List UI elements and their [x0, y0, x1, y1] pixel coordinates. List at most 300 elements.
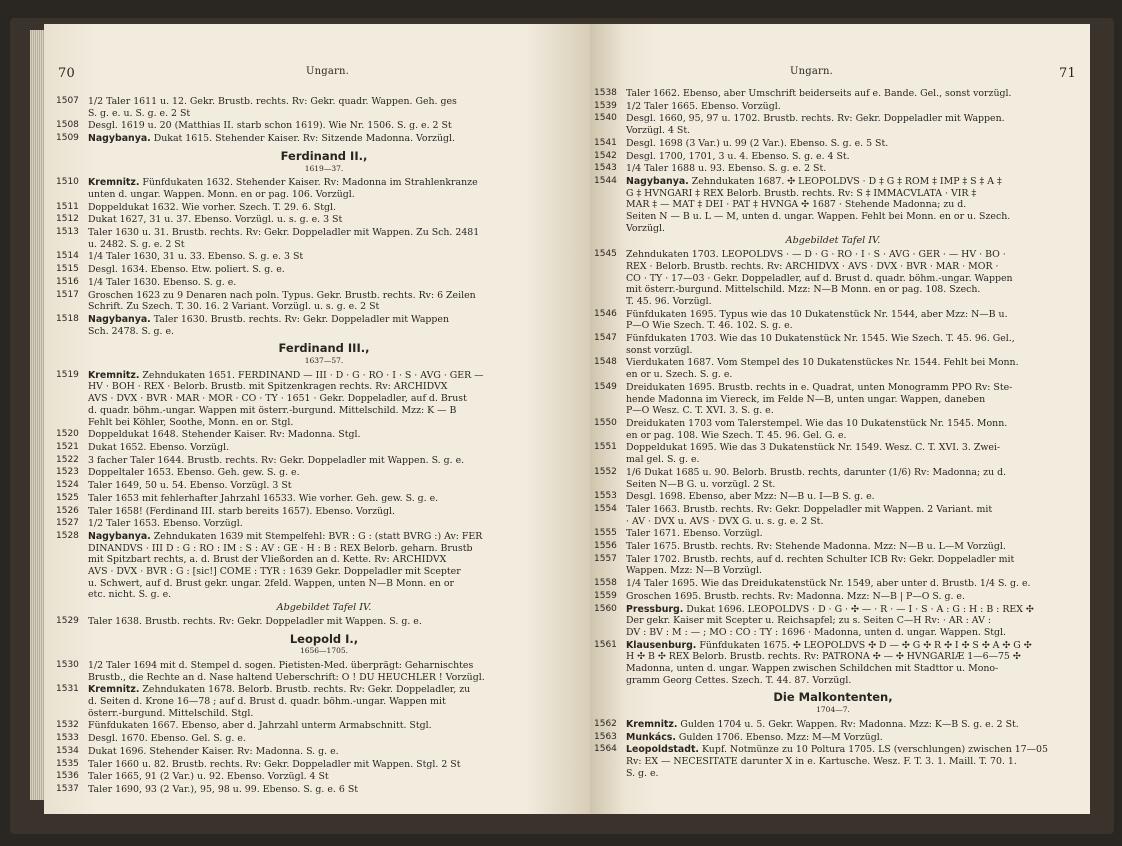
entry-number: 1531 — [56, 684, 79, 695]
entry-line — [88, 616, 590, 628]
left-catalogue-entries — [56, 96, 590, 797]
entry-line — [626, 88, 1072, 100]
entry-number: 1526 — [56, 505, 79, 516]
entry-text: sonst vorzügl. — [626, 344, 693, 356]
entry-number: 1517 — [56, 289, 79, 300]
entry-text: mit Spitzbart rechts, a. d. Brust der Vließorden an d. Kette. Rv: ARCHIDVX — [88, 554, 447, 566]
entry-line — [626, 442, 1072, 454]
entry-text: Vorzügl. 4 St. — [626, 125, 691, 137]
catalogue-entry — [594, 554, 1072, 577]
entry-number: 1535 — [56, 758, 79, 769]
entry-text: Zehndukaten 1703. LEOPOLDVS · — D · G · RO · I · S · AVG · GER · — HV · BO · — [626, 249, 1006, 261]
entry-number: 1510 — [56, 177, 79, 188]
entry-text: 3 facher Taler 1644. Brustb. rechts. Rv: Gekr. Doppeladler mit Wappen. S. g. e. — [88, 454, 465, 466]
entry-text: Doppeldukat 1648. Stehender Kaiser. Rv: Madonna. Stgl. — [88, 429, 361, 441]
entry-text: 1/4 Taler 1630. Ebenso. S. g. e. — [88, 276, 237, 288]
entry-line — [88, 566, 590, 578]
entry-line — [626, 369, 1072, 381]
catalogue-entry — [594, 333, 1072, 356]
entry-text: Taler 1663. Brustb. rechts. Rv: Gekr. Doppeladler mit Wappen. 2 Variant. mit — [626, 503, 993, 515]
entry-number: 1507 — [56, 96, 79, 106]
entry-text: · AV · DVX u. AVS · DVX G. u. s. g. e. 2 St. — [626, 515, 824, 527]
right-page — [590, 24, 1090, 814]
entry-text: P—O Wie Szech. T. 46. 102. S. g. e. — [626, 320, 793, 332]
entry-line — [626, 744, 1072, 756]
entry-line — [88, 733, 590, 745]
entry-line — [88, 759, 590, 771]
entry-text: REX · Belorb. Brustb. rechts. Rv: ARCHIDVX · AVS · DVX · BVR · MAR · MOR · — [626, 260, 999, 272]
catalogue-entry — [594, 640, 1072, 687]
entry-line — [626, 528, 1072, 540]
left-page — [44, 24, 590, 814]
entry-text: 1/4 Taler 1688 u. 93. Ebenso. S. g. e. 2 St. — [626, 163, 827, 175]
entry-number: 1558 — [594, 578, 617, 589]
entry-text: u. Schwert, auf d. Brust gekr. ungar. 2feld. Wappen, unten N—B Monn. en or — [88, 577, 454, 589]
reign-years: 1619—37. — [304, 163, 344, 173]
entry-text: Seiten N — B u. L — M, unten d. ungar. Wappen. Fehlt bei Monn. en or u. Szech. — [626, 211, 1011, 223]
catalogue-entry — [594, 151, 1072, 163]
entry-line — [88, 264, 590, 276]
entry-line — [626, 591, 1072, 603]
entry-number: 1561 — [594, 639, 617, 650]
entry-text: Fünfdukaten 1632. Stehender Kaiser. Rv: Madonna im Strahlenkranze — [142, 177, 478, 189]
catalogue-entry — [56, 429, 590, 441]
mint-place: Kremnitz. — [626, 718, 678, 730]
entry-number: 1518 — [56, 313, 79, 324]
entry-text: Zehndukaten 1639 mit Stempelfehl: BVR : G : (statt BVRG :) Av: FER — [153, 530, 483, 542]
entry-line — [626, 333, 1072, 345]
entry-line — [88, 493, 590, 505]
entry-text: Taler 1671. Ebenso. Vorzügl. — [626, 528, 763, 540]
entry-line — [626, 261, 1072, 273]
entry-text: Fehlt bei Köhler, Soothe, Monn. en or. Stgl. — [88, 416, 294, 428]
mint-place: Klausenburg. — [626, 639, 697, 651]
entry-number: 1540 — [594, 113, 617, 124]
entry-text: 1/6 Dukat 1685 u. 90. Belorb. Brustb. rechts, darunter (1/6) Rv: Madonna; zu d. — [626, 466, 1007, 478]
entry-text: Dukat 1627, 31 u. 37. Ebenso. Vorzügl. u. s. g. e. 3 St — [88, 214, 343, 226]
entry-number: 1538 — [594, 88, 617, 98]
catalogue-entry — [594, 163, 1072, 175]
catalogue-entry — [56, 506, 590, 518]
entry-number: 1509 — [56, 133, 79, 144]
entry-number: 1530 — [56, 659, 79, 670]
entry-line — [88, 554, 590, 566]
entry-line — [626, 211, 1072, 223]
catalogue-entry — [56, 277, 590, 289]
entry-line — [626, 113, 1072, 125]
entry-text: Groschen 1623 zu 9 Denaren nach poln. Typus. Gekr. Brustb. rechts. Rv: 6 Zeilen — [88, 289, 476, 301]
catalogue-entry — [56, 759, 590, 771]
entry-number: 1514 — [56, 251, 79, 262]
entry-number: 1551 — [594, 442, 617, 453]
entry-number: 1549 — [594, 381, 617, 392]
right-page-number: 71 — [1059, 66, 1076, 81]
entry-number: 1548 — [594, 357, 617, 368]
entry-line — [626, 345, 1072, 357]
catalogue-entry — [56, 784, 590, 796]
entry-number: 1555 — [594, 528, 617, 539]
entry-line — [88, 108, 590, 120]
entry-text: Rv: EX — NECESITATE darunter X in e. Kartusche. Wesz. F. T. 3. 1. Maill. T. 70. 1. — [626, 755, 1017, 767]
entry-line — [88, 467, 590, 479]
entry-line — [626, 663, 1072, 675]
entry-text: mit österr.-burgund. Mittelschild. Mzz: N—B Monn. en or pag. 108. Szech. — [626, 284, 981, 296]
catalogue-entry — [594, 382, 1072, 417]
entry-line — [626, 565, 1072, 577]
catalogue-entry — [594, 732, 1072, 744]
entry-line — [626, 578, 1072, 590]
entry-line — [88, 405, 590, 417]
catalogue-entry — [56, 251, 590, 263]
entry-line — [626, 284, 1072, 296]
entry-text: Fünfdukaten 1703. Wie das 10 Dukatenstück Nr. 1545. Wie Szech. T. 45. 96. Gel., — [626, 333, 1015, 345]
mint-place: Leopoldstadt. — [626, 744, 699, 756]
entry-number: 1564 — [594, 744, 617, 755]
entry-text: T. 45. 96. Vorzügl. — [626, 295, 712, 307]
entry-number: 1552 — [594, 466, 617, 477]
mint-place: Kremnitz. — [88, 369, 140, 381]
entry-line — [88, 417, 590, 429]
catalogue-entry — [56, 493, 590, 505]
catalogue-entry — [594, 418, 1072, 441]
catalogue-entry — [56, 455, 590, 467]
entry-line — [626, 199, 1072, 211]
entry-text: Sch. 2478. S. g. e. — [88, 325, 175, 337]
left-page-number: 70 — [58, 66, 75, 81]
entry-number: 1515 — [56, 264, 79, 275]
catalogue-entry — [56, 214, 590, 226]
reign-years: 1637—57. — [304, 356, 344, 366]
catalogue-entry — [56, 480, 590, 492]
entry-line — [626, 394, 1072, 406]
catalogue-entry — [594, 504, 1072, 527]
entry-line — [626, 640, 1072, 652]
entry-line — [626, 101, 1072, 113]
entry-number: 1554 — [594, 503, 617, 514]
entry-number: 1553 — [594, 491, 617, 502]
mint-place: Nagybanya. — [88, 133, 151, 145]
entry-text: Zehndukaten 1678. Belorb. Brustb. rechts. Rv: Gekr. Doppeladler, zu — [142, 684, 471, 696]
entry-line — [626, 249, 1072, 261]
catalogue-entry — [594, 604, 1072, 639]
entry-text: Desgl. 1660, 95, 97 u. 1702. Brustb. rechts. Rv: Gekr. Doppeladler mit Wappen. — [626, 113, 1005, 125]
catalogue-entry — [56, 518, 590, 530]
entry-line — [626, 554, 1072, 566]
catalogue-entry — [594, 528, 1072, 540]
entry-text: Desgl. 1700, 1701, 3 u. 4. Ebenso. S. g. e. 4 St. — [626, 150, 850, 162]
entry-line — [88, 326, 590, 338]
entry-line — [626, 223, 1072, 235]
entry-line — [88, 370, 590, 382]
entry-number: 1527 — [56, 518, 79, 529]
entry-line — [88, 429, 590, 441]
catalogue-entry — [56, 264, 590, 276]
entry-text: etc. nicht. S. g. e. — [88, 589, 172, 601]
entry-text: Dukat 1696. LEOPOLDVS · D · G · ✣ — · R · — I · S · A : G : H : B : REX ✣ — [686, 603, 1034, 615]
entry-text: Zehndukaten 1651. FERDINAND — III · D · G · RO · I · S · AVG · GER — — [142, 369, 484, 381]
catalogue-entry — [56, 133, 590, 145]
entry-number: 1525 — [56, 492, 79, 503]
entry-text: en or u. Szech. S. g. e. — [626, 369, 733, 381]
entry-line — [626, 768, 1072, 780]
catalogue-entry — [56, 314, 590, 337]
entry-line — [88, 442, 590, 454]
entry-line — [626, 651, 1072, 663]
entry-text: d. quadr. böhm.-ungar. Wappen mit österr.-burgund. Mittelschild. Mzz: K — B — [88, 404, 457, 416]
entry-line — [88, 393, 590, 405]
entry-number: 1533 — [56, 733, 79, 744]
entry-line — [88, 708, 590, 720]
catalogue-entry — [56, 177, 590, 200]
entry-text: Doppeldukat 1695. Wie das 3 Dukatenstück Nr. 1549. Wesz. C. T. XVI. 3. Zwei- — [626, 442, 1001, 454]
entry-number: 1511 — [56, 201, 79, 212]
entry-line — [626, 454, 1072, 466]
entry-line — [626, 138, 1072, 150]
entry-text: d. Seiten d. Krone 16—78 ; auf d. Brust d. quadr. böhm.-ungar. Wappen mit — [88, 696, 446, 708]
entry-line — [626, 163, 1072, 175]
entry-number: 1563 — [594, 731, 617, 742]
entry-text: Brustb., die Rechte an d. Nase haltend Ueberschrift: O ! DU HEUCHLER ! Vorzügl. — [88, 671, 485, 683]
entry-number: 1512 — [56, 214, 79, 225]
entry-line — [626, 719, 1072, 731]
entry-number: 1537 — [56, 783, 79, 794]
entry-line — [88, 120, 590, 132]
entry-line — [626, 151, 1072, 163]
ruler-heading: Ferdinand II., — [280, 148, 368, 163]
entry-number: 1534 — [56, 745, 79, 756]
entry-line — [88, 177, 590, 189]
catalogue-entry — [594, 88, 1072, 100]
entry-line — [626, 430, 1072, 442]
entry-number: 1560 — [594, 603, 617, 614]
entry-number: 1529 — [56, 615, 79, 626]
entry-line — [88, 133, 590, 145]
entry-line — [626, 541, 1072, 553]
entry-line — [88, 771, 590, 783]
entry-text: Gulden 1706. Ebenso. Mzz: M—M Vorzügl. — [678, 731, 883, 743]
entry-text: Dukat 1696. Stehender Kaiser. Rv: Madonna. S. g. e. — [88, 745, 339, 757]
entry-line — [626, 604, 1072, 616]
entry-text: Dreidukaten 1703 vom Talerstempel. Wie das 10 Dukatenstück Nr. 1545. Monn. — [626, 417, 1008, 429]
ruler-heading: Die Malkontenten, — [773, 690, 893, 705]
catalogue-entry — [594, 744, 1072, 779]
entry-line — [88, 202, 590, 214]
entry-number: 1513 — [56, 227, 79, 238]
entry-text: Zehndukaten 1687. ✣ LEOPOLDVS · D ‡ G ‡ ROM ‡ IMP ‡ S ‡ A ‡ — [691, 175, 1002, 187]
entry-text: Taler 1665, 91 (2 Var.) u. 92. Ebenso. Vorzügl. 4 St — [88, 771, 329, 783]
mint-place: Nagybanya. — [88, 530, 151, 542]
entry-text: Madonna, unten d. ungar. Wappen zwischen Schildchen mit Stadttor u. Mono- — [626, 663, 999, 675]
entry-line — [88, 455, 590, 467]
entry-line — [88, 227, 590, 239]
entry-text: Dukat 1652. Ebenso. Vorzügl. — [88, 441, 230, 453]
entry-text: 1/2 Taler 1665. Ebenso. Vorzügl. — [626, 100, 781, 112]
entry-text: P—O Wesz. C. T. XVI. 3. S. g. e. — [626, 405, 774, 417]
entry-line — [88, 506, 590, 518]
catalogue-entry — [594, 138, 1072, 150]
catalogue-entry — [594, 309, 1072, 332]
entry-text: österr.-burgund. Mittelschild. Stgl. — [88, 707, 254, 719]
entry-line — [626, 188, 1072, 200]
entry-number: 1520 — [56, 429, 79, 440]
entry-text: HV · BOH · REX · Belorb. Brustb. mit Spitzenkragen rechts. Rv: ARCHIDVX — [88, 381, 448, 393]
entry-line — [626, 627, 1072, 639]
catalogue-entry — [56, 660, 590, 683]
catalogue-entry — [594, 719, 1072, 731]
left-running-head: Ungarn. — [306, 66, 350, 77]
catalogue-entry — [594, 467, 1072, 490]
entry-line — [626, 418, 1072, 430]
plate-reference: Abgebildet Tafel IV. — [785, 235, 881, 247]
entry-line — [626, 382, 1072, 394]
entry-text: Desgl. 1634. Ebenso. Etw. poliert. S. g. e. — [88, 264, 285, 276]
entry-line — [626, 125, 1072, 137]
entry-number: 1545 — [594, 249, 617, 260]
entry-number: 1559 — [594, 590, 617, 601]
entry-text: en or pag. 108. Wie Szech. T. 45. 96. Gel. G. e. — [626, 429, 847, 441]
entry-text: hende Madonna im Viereck, im Felde N—B, unten ungar. Wappen, daneben — [626, 393, 986, 405]
entry-line — [88, 189, 590, 201]
catalogue-entry — [56, 771, 590, 783]
catalogue-entry — [56, 442, 590, 454]
entry-text: Desgl. 1619 u. 20 (Matthias II. starb schon 1619). Wie Nr. 1506. S. g. e. 2 St — [88, 120, 452, 132]
entry-line — [88, 381, 590, 393]
entry-text: Taler 1649, 50 u. 54. Ebenso. Vorzügl. 3 St — [88, 480, 292, 492]
entry-text: Vorzügl. — [626, 222, 665, 234]
entry-line — [626, 176, 1072, 188]
entry-text: 1/4 Taler 1630, 31 u. 33. Ebenso. S. g. e. 3 St — [88, 251, 304, 263]
entry-text: Wappen. Mzz: N—B Vorzügl. — [626, 565, 763, 577]
entry-text: Desgl. 1698 (3 Var.) u. 99 (2 Var.). Ebenso. S. g. e. 5 St. — [626, 137, 889, 149]
entry-number: 1562 — [594, 718, 617, 729]
entry-text: Dreidukaten 1695. Brustb. rechts in e. Quadrat, unten Monogramm PPO Rv: Ste- — [626, 381, 1013, 393]
entry-text: unten d. ungar. Wappen. Monn. en or pag. 106. Vorzügl. — [88, 188, 355, 200]
mint-place: Kremnitz. — [88, 684, 140, 696]
entry-text: Taler 1653 mit fehlerhafter Jahrzahl 16533. Wie vorher. Geh. gew. S. g. e. — [88, 492, 439, 504]
entry-number: 1536 — [56, 771, 79, 782]
catalogue-entry — [56, 720, 590, 732]
entry-line — [626, 732, 1072, 744]
catalogue-entry — [56, 227, 590, 250]
entry-text: Fünfdukaten 1695. Typus wie das 10 Dukatenstück Nr. 1544, aber Mzz: N—B u. — [626, 308, 1008, 320]
entry-number: 1532 — [56, 720, 79, 731]
entry-number: 1543 — [594, 163, 617, 174]
entry-text: Gulden 1704 u. 5. Gekr. Wappen. Rv: Madonna. Mzz: K—B S. g. e. 2 St. — [680, 718, 1019, 730]
catalogue-entry — [594, 101, 1072, 113]
catalogue-entry — [56, 746, 590, 758]
entry-number: 1539 — [594, 100, 617, 111]
entry-text: u. 2482. S. g. e. 2 St — [88, 238, 185, 250]
entry-text: Taler 1630 u. 31. Brustb. rechts. Rv: Gekr. Doppeladler mit Wappen. Zu Sch. 2481 — [88, 227, 480, 239]
entry-text: gramm Georg Cettes. Szech. T. 44. 87. Vorzügl. — [626, 674, 852, 686]
entry-text: MAR ‡ — MAT ‡ DEI · PAT ‡ HVNGA ✣ 1687 · Stehende Madonna; zu d. — [626, 199, 967, 211]
entry-text: DV : BV : M : — ; MO : CO : TY : 1696 · Madonna, unten d. ungar. Wappen. Stgl. — [626, 626, 1007, 638]
entry-text: DINANDVS · III D : G : RO : IM : S : AV : GE · H : B : REX Belorb. geharn. Brustb — [88, 542, 473, 554]
catalogue-entry — [594, 591, 1072, 603]
ruler-heading: Ferdinand III., — [278, 341, 370, 356]
entry-line — [626, 675, 1072, 687]
catalogue-entry — [56, 733, 590, 745]
entry-number: 1524 — [56, 480, 79, 491]
catalogue-entry — [594, 357, 1072, 380]
entry-text: 1/4 Taler 1695. Wie das Dreidukatenstück Nr. 1549, aber unter d. Brustb. 1/4 S. g. e. — [626, 578, 1031, 590]
entry-text: Fünfdukaten 1667. Ebenso, aber d. Jahrzahl unterm Armabschnitt. Stgl. — [88, 720, 432, 732]
entry-text: 1/2 Taler 1611 u. 12. Gekr. Brustb. rechts. Rv: Gekr. quadr. Wappen. Geh. ges — [88, 96, 457, 107]
entry-text: mal gel. S. g. e. — [626, 454, 700, 466]
entry-line — [626, 405, 1072, 417]
catalogue-entry — [56, 467, 590, 479]
entry-number: 1557 — [594, 553, 617, 564]
entry-line — [88, 314, 590, 326]
entry-number: 1523 — [56, 467, 79, 478]
entry-text: Taler 1690, 93 (2 Var.), 95, 98 u. 99. Ebenso. S. g. e. 6 St — [88, 783, 359, 795]
entry-number: 1521 — [56, 441, 79, 452]
entry-line — [626, 273, 1072, 285]
entry-line — [626, 479, 1072, 491]
entry-number: 1522 — [56, 454, 79, 465]
entry-text: Schrift. Zu Szech. T. 30. 16. 2 Variant. Vorzügl. u. s. g. e. 2 St — [88, 301, 380, 313]
catalogue-entry — [594, 176, 1072, 235]
entry-line — [626, 467, 1072, 479]
entry-text: S. g. e. u. S. g. e. 2 St — [88, 107, 191, 119]
entry-line — [88, 720, 590, 732]
catalogue-entry — [594, 113, 1072, 136]
entry-text: Der gekr. Kaiser mit Scepter u. Reichsapfel; zu s. Seiten C—H Rv: · AR : AV : — [626, 615, 992, 627]
entry-line — [626, 296, 1072, 308]
entry-text: AVS · DVX · BVR : G : [sic!] COME : TYR : 1639 Gekr. Doppeladler mit Scepter — [88, 566, 461, 578]
entry-line — [626, 320, 1072, 332]
entry-line — [626, 504, 1072, 516]
right-catalogue-entries — [594, 88, 1072, 780]
catalogue-entry — [594, 249, 1072, 308]
mint-place: Pressburg. — [626, 603, 684, 615]
entry-line — [88, 696, 590, 708]
entry-text: Fünfdukaten 1675. ✣ LEOPOLDVS ✣ D — ✣ G ✣ R ✣ I ✣ S ✣ A ✣ G ✣ — [699, 639, 1032, 651]
mint-place: Nagybanya. — [88, 313, 151, 325]
catalogue-entry — [56, 96, 590, 119]
entry-number: 1528 — [56, 530, 79, 541]
entry-text: Taler 1658! (Ferdinand III. starb bereits 1657). Ebenso. Vorzügl. — [88, 505, 396, 517]
entry-number: 1508 — [56, 120, 79, 131]
entry-line — [626, 309, 1072, 321]
entry-line — [88, 277, 590, 289]
entry-text: H ✣ B ✣ REX Belorb. Brustb. rechts. Rv: PATRONA ✣ — ✣ HVNGARIÆ 1—6—75 ✣ — [626, 651, 1021, 663]
entry-line — [88, 214, 590, 226]
entry-text: Taler 1675. Brustb. rechts. Rv: Stehende Madonna. Mzz: N—B u. L—M Vorzügl. — [626, 541, 1006, 553]
entry-number: 1546 — [594, 308, 617, 319]
reign-years: 1704—7. — [816, 705, 850, 715]
entry-line — [626, 357, 1072, 369]
entry-line — [88, 301, 590, 313]
plate-reference: Abgebildet Tafel IV. — [276, 602, 372, 614]
entry-text: Kupf. Notmünze zu 10 Poltura 1705. LS (verschlungen) zwischen 17—05 — [701, 744, 1048, 756]
entry-text: Desgl. 1698. Ebenso, aber Mzz: N—B u. I—B S. g. e. — [626, 491, 875, 503]
catalogue-entry — [56, 616, 590, 628]
entry-line — [626, 756, 1072, 768]
entry-line — [88, 578, 590, 590]
entry-line — [88, 480, 590, 492]
catalogue-entry — [56, 684, 590, 719]
entry-line — [88, 589, 590, 601]
entry-line — [88, 746, 590, 758]
entry-text: 1/2 Taler 1653. Ebenso. Vorzügl. — [88, 518, 243, 530]
catalogue-entry — [56, 202, 590, 214]
entry-text: Dukat 1615. Stehender Kaiser. Rv: Sitzende Madonna. Vorzügl. — [153, 133, 456, 145]
entry-text: Taler 1702. Brustb. rechts, auf d. rechten Schulter ICB Rv: Gekr. Doppeladler mit — [626, 553, 1015, 565]
catalogue-entry — [56, 531, 590, 601]
entry-line — [88, 531, 590, 543]
entry-text: Taler 1660 u. 82. Brustb. rechts. Rv: Gekr. Doppeladler mit Wappen. Stgl. 2 St — [88, 758, 461, 770]
